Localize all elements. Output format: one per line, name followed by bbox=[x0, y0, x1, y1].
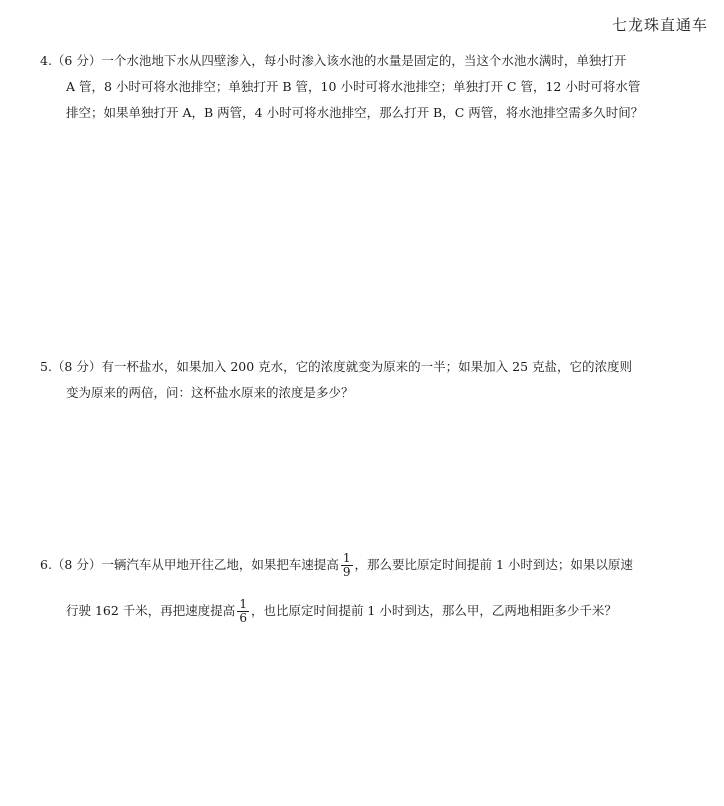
header-title: 七龙珠直通车 bbox=[611, 16, 708, 34]
problem-6-line-2-text-a: 行驶 162 千米，再把速度提高 bbox=[66, 603, 236, 618]
problem-6-line-2-text-b: ，也比原定时间提前 1 小时到达，那么甲，乙两地相距多少千米？ bbox=[250, 603, 617, 618]
problem-4-line-3: 排空；如果单独打开 A，B 两管，4 小时可将水池排空，那么打开 B，C 两管，将水池排空需多久时间？ bbox=[66, 105, 644, 120]
fraction-denominator: 9 bbox=[342, 565, 351, 579]
problem-6-line-1-text-b: ，那么要比原定时间提前 1 小时到达；如果以原速 bbox=[354, 557, 633, 572]
fraction-one-sixth bbox=[237, 598, 249, 625]
problem-6-line-2 bbox=[40, 594, 680, 628]
problem-5-line-2: 变为原来的两倍，问：这杯盐水原来的浓度是多少？ bbox=[66, 385, 354, 400]
problem-6 bbox=[40, 548, 680, 628]
problem-5 bbox=[40, 354, 680, 406]
fraction-denominator: 6 bbox=[239, 611, 247, 625]
problem-4-line-1: 4.（6 分）一个水池地下水从四壁渗入，每小时渗入该水池的水量是固定的，当这个水池水满时，单独打开 bbox=[40, 53, 627, 68]
fraction-numerator: 1 bbox=[342, 551, 351, 565]
problem-6-line-1-text-a: 6.（8 分）一辆汽车从甲地开往乙地，如果把车速提高 bbox=[40, 557, 339, 572]
problem-4-line-2: A 管，8 小时可将水池排空；单独打开 B 管，10 小时可将水池排空；单独打开 C 管，12 小时可将水管 bbox=[66, 79, 641, 94]
problem-5-line-1: 5.（8 分）有一杯盐水，如果加入 200 克水，它的浓度就变为原来的一半；如果加入 25 克盐，它的浓度则 bbox=[40, 359, 633, 374]
problem-6-line-1 bbox=[40, 548, 680, 582]
problem-4 bbox=[40, 48, 680, 126]
fraction-one-ninth bbox=[341, 552, 353, 579]
fraction-numerator: 1 bbox=[239, 597, 247, 611]
